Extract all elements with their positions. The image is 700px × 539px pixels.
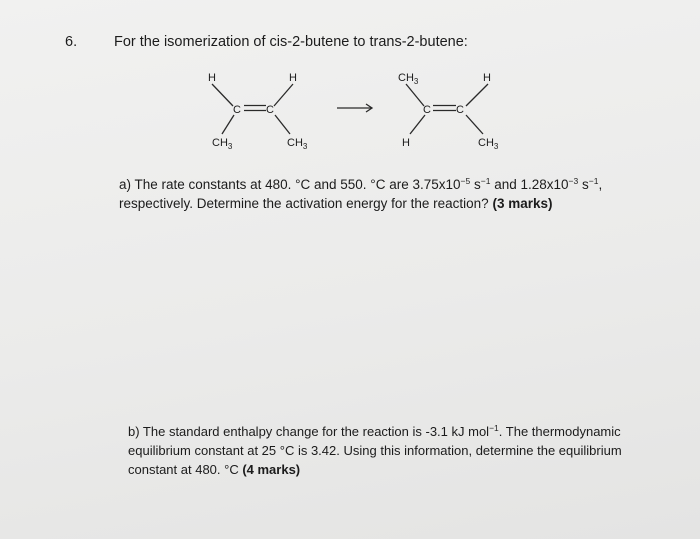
trans-carbon-right: C	[456, 104, 464, 116]
cis-bottom-right-methyl: $CH_3$	[287, 137, 308, 151]
trans-bond-bottom-right	[466, 115, 483, 134]
part-a-marks: (3 marks)	[492, 196, 553, 211]
trans-bond-top-right	[466, 84, 488, 106]
trans-bottom-left-atom: H	[402, 137, 410, 149]
part-a-text: a) The rate constants at 480. °C and 550. °C are $3.75x10^{-5}$ $s^{-1}$ and $1.28x10^{-3}$ $s^{-1}$, respectively. Determine the activation energy for the reaction? (3 marks)	[119, 176, 603, 211]
trans-bottom-right-methyl: $CH_3$	[478, 137, 499, 151]
trans-carbon-left: C	[423, 104, 431, 116]
cis-top-left-atom: H	[208, 72, 216, 84]
reaction-scheme	[0, 0, 700, 170]
question-title: For the isomerization of cis-2-butene to trans-2-butene:	[114, 34, 468, 50]
cis-carbon-left: C	[233, 104, 241, 116]
cis-bond-top-right	[274, 84, 293, 106]
trans-top-left-methyl: $CH_3$	[398, 72, 419, 86]
question-number: 6.	[65, 34, 78, 50]
trans-bond-top-left	[406, 84, 424, 106]
part-b-text: b) The standard enthalpy change for the reaction is -3.1 kJ mol$^{-1}$. The thermodynamic equilibrium constant at 25 °C is 3.42. Using this information, determine the equilibrium constant at 480. °C (4 marks)	[128, 423, 622, 477]
cis-bond-bottom-right	[275, 115, 290, 134]
part-b-marks: (4 marks)	[242, 462, 301, 477]
cis-bond-top-left	[212, 84, 233, 106]
cis-bottom-left-methyl: $CH_3$	[212, 137, 233, 151]
cis-carbon-right: C	[266, 104, 274, 116]
trans-bond-bottom-left	[410, 115, 425, 134]
cis-bond-bottom-left	[222, 115, 234, 134]
cis-top-right-atom: H	[289, 72, 297, 84]
trans-top-right-atom: H	[483, 72, 491, 84]
